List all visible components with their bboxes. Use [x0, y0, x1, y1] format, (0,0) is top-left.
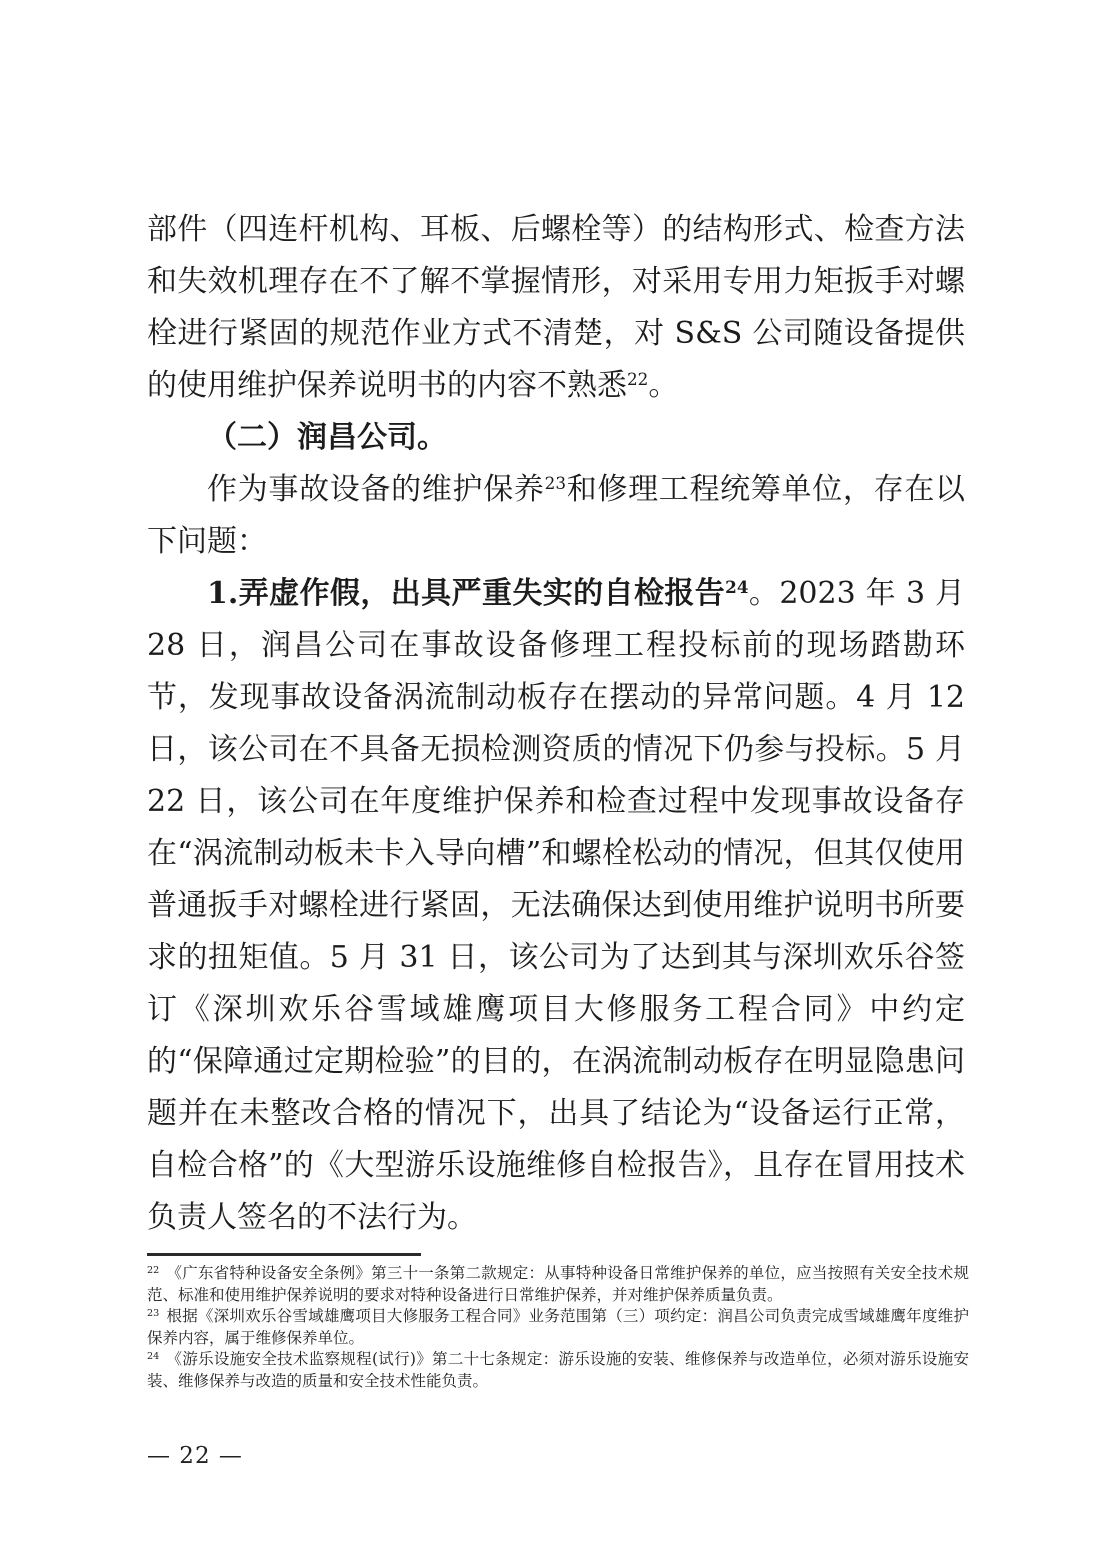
footnote-22-text: 《广东省特种设备安全条例》第三十一条第二款规定：从事特种设备日常维护保养的单位，应当按照有关安全技术规范、标准和使用维护保养说明的要求对特种设备进行日常维护保养，并对维护保养质量负责。 — [147, 1264, 969, 1304]
paragraph-intro-tail: 和修理工程统筹单位，存在以下问题： — [147, 472, 966, 559]
paragraph-intro-lead: 作为事故设备的维护保养 — [207, 472, 545, 507]
section-heading-text: （二）润昌公司。 — [207, 420, 447, 455]
footnote-separator — [147, 1253, 421, 1256]
footnote-23-marker: 23 — [147, 1307, 160, 1319]
footnote-23-text: 根据《深圳欢乐谷雪域雄鹰项目大修服务工程合同》业务范围第（三）项约定：润昌公司负责完成雪域雄鹰年度维护保养内容，属于维修保养单位。 — [147, 1307, 969, 1347]
page-number: — 22 — — [147, 1443, 243, 1469]
section-heading — [147, 412, 965, 464]
footnote-22 — [147, 1263, 969, 1306]
footnote-22-marker: 22 — [147, 1264, 160, 1276]
footnote-ref-24: 24 — [725, 576, 749, 597]
paragraph-continuation-tail: 。 — [648, 368, 679, 403]
footnote-ref-23: 23 — [544, 472, 566, 493]
body-text-block — [147, 204, 965, 1244]
footnote-24-text: 《游乐设施安全技术监察规程(试行)》第二十七条规定：游乐设施的安装、维修保养与改造单位，必须对游乐设施安装、维修保养与改造的质量和安全技术性能负责。 — [147, 1350, 969, 1390]
footnote-24 — [147, 1349, 969, 1392]
paragraph-intro — [147, 464, 965, 568]
paragraph-continuation — [147, 204, 965, 412]
issue-1-title: 1.弄虚作假，出具严重失实的自检报告 — [207, 576, 726, 611]
issue-1-body: 。2023 年 3 月 28 日，润昌公司在事故设备修理工程投标前的现场踏勘环节，发现事故设备涡流制动板存在摆动的异常问题。4 月 12 日，该公司在不具备无损检测资质的情况下仍参与投标。5 月 22 日，该公司在年度维护保养和检查过程中发现事故设备存在“涡流制动板未卡入导向槽”和螺栓松动的情况，但其仅使用普通扳手对螺栓进行紧固，无法确保达到使用维护说明书所要求的扭矩值。5 月 31 日，该公司为了达到其与深圳欢乐谷签订《深圳欢乐谷雪域雄鹰项目大修服务工程合同》中约定的“保障通过定期检验”的目的，在涡流制动板存在明显隐患问题并在未整改合格的情况下，出具了结论为“设备运行正常，自检合格”的《大型游乐设施维修自检报告》，且存在冒用技术负责人签名的不法行为。 — [147, 576, 965, 1235]
footnote-23 — [147, 1306, 969, 1349]
footnotes-block — [147, 1263, 969, 1392]
footnote-ref-22: 22 — [627, 368, 649, 389]
footnote-24-marker: 24 — [147, 1350, 160, 1362]
paragraph-issue-1 — [147, 568, 965, 1244]
paragraph-continuation-text: 部件（四连杆机构、耳板、后螺栓等）的结构形式、检查方法和失效机理存在不了解不掌握情形，对采用专用力矩扳手对螺栓进行紧固的规范作业方式不清楚，对 S&S 公司随设备提供的使用维护保养说明书的内容不熟悉 — [147, 212, 965, 403]
